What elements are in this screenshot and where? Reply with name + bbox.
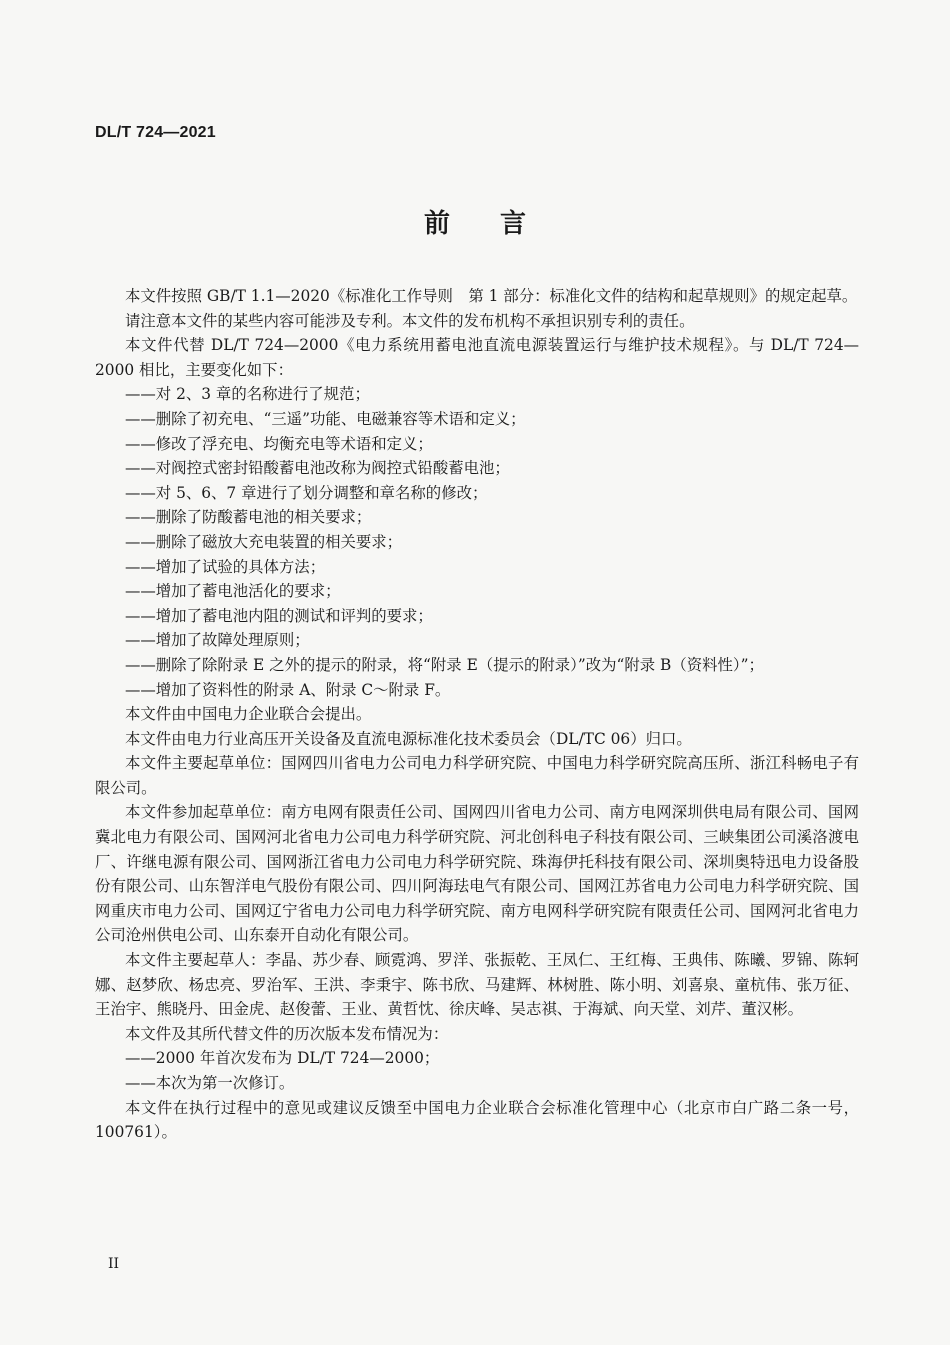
change-list-item: ——对阀控式密封铅酸蓄电池改称为阀控式铅酸蓄电池；	[125, 459, 510, 478]
change-list-item: ——增加了资料性的附录 A、附录 C～附录 F。	[125, 680, 451, 699]
paragraph-proposer: 本文件由中国电力企业联合会提出。	[125, 705, 372, 724]
change-list-item: ——增加了故障处理原则；	[125, 631, 310, 650]
title-char-2: 言	[500, 209, 527, 239]
change-list-item: ——删除了除附录 E 之外的提示的附录，将“附录 E（提示的附录）”改为“附录 B（资料性）”；	[125, 655, 764, 674]
change-list-item: ——对 5、6、7 章进行了划分调整和章名称的修改；	[125, 483, 488, 502]
title-char-1: 前	[423, 209, 450, 239]
page-title	[0, 203, 950, 240]
paragraph-participating-units: 本文件参加起草单位：南方电网有限责任公司、国网四川省电力公司、南方电网深圳供电局有限公司、国网冀北电力有限公司、国网河北省电力公司电力科学研究院、河北创科电子科技有限公司、三峡集团公司溪洛渡电厂、许继电源有限公司、国网浙江省电力公司电力科学研究院、珠海伊托科技有限公司、深圳奥特迅电力设备股份有限公司、山东智洋电气股份有限公司、四川阿海珐电气有限公司、国网江苏省电力公司电力科学研究院、国网重庆市电力公司、国网辽宁省电力公司电力科学研究院、南方电网科学研究院有限责任公司、国网河北省电力公司沧州供电公司、山东泰开自动化有限公司。	[95, 803, 859, 945]
paragraph-committee: 本文件由电力行业高压开关设备及直流电源标准化技术委员会（DL/TC 06）归口。	[125, 729, 692, 748]
change-list-item: ——增加了试验的具体方法；	[125, 557, 326, 576]
change-list-item: ——增加了蓄电池活化的要求；	[125, 582, 341, 601]
change-list-item: ——删除了初充电、“三遥”功能、电磁兼容等术语和定义；	[125, 409, 526, 428]
change-list-item: ——删除了防酸蓄电池的相关要求；	[125, 508, 372, 527]
document-code: DL/T 724—2021	[95, 124, 216, 141]
paragraph-main-drafting-units: 本文件主要起草单位：国网四川省电力公司电力科学研究院、中国电力科学研究院高压所、浙江科畅电子有限公司。	[95, 754, 859, 797]
change-list-item: ——增加了蓄电池内阻的测试和评判的要求；	[125, 606, 433, 625]
change-list-item: ——对 2、3 章的名称进行了规范；	[125, 385, 370, 404]
paragraph-replacement: 本文件代替 DL/T 724—2000《电力系统用蓄电池直流电源装置运行与维护技术规程》。与 DL/T 724—2000 相比，主要变化如下：	[95, 336, 859, 379]
paragraph-drafting-basis: 本文件按照 GB/T 1.1—2020《标准化工作导则 第 1 部分：标准化文件的结构和起草规则》的规定起草。	[125, 287, 858, 305]
change-list-item: ——修改了浮充电、均衡充电等术语和定义；	[125, 434, 433, 453]
paragraph-main-drafters: 本文件主要起草人：李晶、苏少春、顾霓鸿、罗洋、张振乾、王凤仁、王红梅、王典伟、陈曦、罗锦、陈轲娜、赵梦欣、杨忠亮、罗治军、王洪、李秉宇、陈书欣、马建辉、林树胜、陈小明、刘喜泉、童杭伟、张万征、王治宇、熊晓丹、田金虎、赵俊蕾、王业、黄哲忱、徐庆峰、吴志祺、于海斌、向天堂、刘芹、董汉彬。	[95, 951, 859, 1019]
paragraph-patent-notice: 请注意本文件的某些内容可能涉及专利。本文件的发布机构不承担识别专利的责任。	[125, 311, 695, 330]
page-number: II	[108, 1256, 120, 1272]
history-list-item: ——本次为第一次修订。	[125, 1074, 295, 1092]
change-list-item: ——删除了磁放大充电装置的相关要求；	[125, 532, 403, 551]
paragraph-feedback: 本文件在执行过程中的意见或建议反馈至中国电力企业联合会标准化管理中心（北京市白广路二条一号，100761）。	[95, 1098, 859, 1142]
foreword-body	[95, 284, 859, 1145]
paragraph-version-history: 本文件及其所代替文件的历次版本发布情况为：	[125, 1024, 449, 1043]
history-list-item: ——2000 年首次发布为 DL/T 724—2000；	[125, 1049, 440, 1068]
